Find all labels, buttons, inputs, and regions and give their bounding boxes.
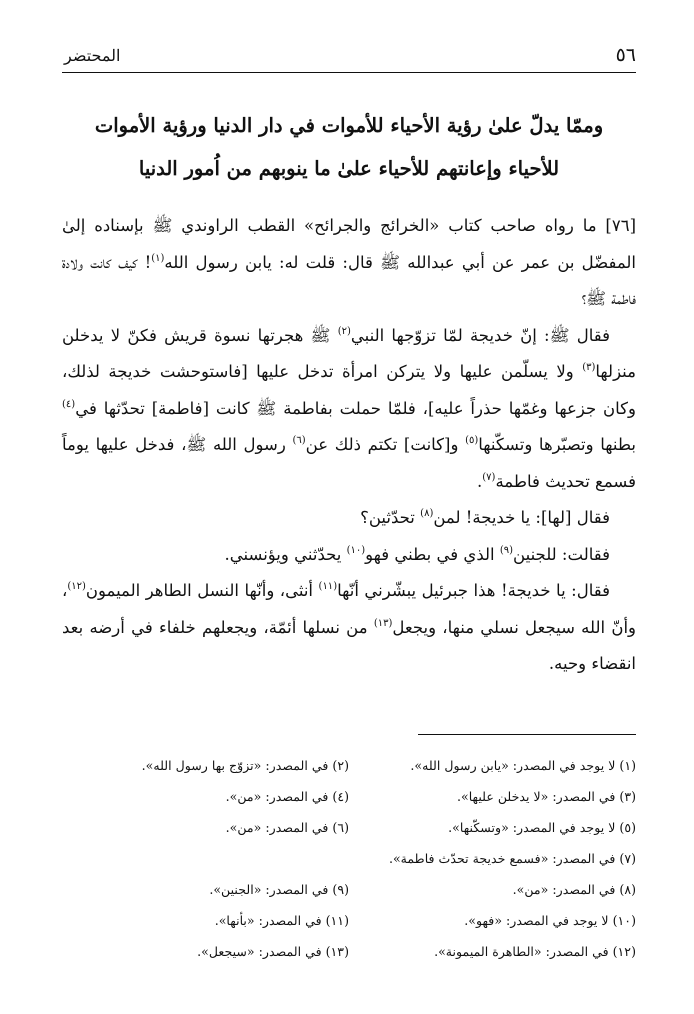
footnote-marker: (١١) [318,581,338,592]
footnote: (٥) لا يوجد في المصدر: «وتسكّنها». [448,820,636,835]
footnote: (٢) في المصدر: «تزوّج بها رسول الله». [141,758,349,773]
footnote: (٣) في المصدر: «لا يدخلن عليها». [457,789,636,804]
paragraph-answer: فقالت: للجنين$^{(٩)}$ الذي في بطني فهو$^{(١٠)}$ يحدّثني ويؤنسني. [224,544,610,564]
paragraph-glad-tidings: فقال: يا خديجة! هذا جبرئيل يبشّرني أنّها$^{(١١)}$ أنثى، وأنّها النسل الطاهر الميمون$^{(١٢)}$، وأنّ الله سيجعل نسلي منها، ويجعل$^{(١٣)}$ من نسلها أئمّة، ويجعلهم خلفاء في أرضه بعد انقضاء وحيه. [62,581,636,673]
footnote-marker: (٢) [337,325,351,337]
footnote: (٨) في المصدر: «من». [512,882,636,897]
footnote-divider [418,734,636,735]
footnote-marker: (١) [151,252,165,264]
footnote-marker: (٣) [582,362,596,373]
footnote: (٧) في المصدر: «فسمع خديجة تحدّث فاطمة». [388,851,636,866]
footnote: (١٢) في المصدر: «الطاهرة الميمونة». [434,944,636,959]
footnote-marker: (١٣) [373,617,393,629]
footnote: (٩) في المصدر: «الجنين». [209,882,349,897]
section-title-line-1: وممّا يدلّ علىٰ رؤية الأحياء للأموات في دار الدنيا ورؤية الأموات [94,114,604,137]
paragraph-narration: [٧٦] ما رواه صاحب كتاب «الخرائج والجرائح» القطب الراوندي ﷺ بإسناده إلىٰ المفضّل بن عمر عن أبي عبدالله ﷺ قال: قلت له: يابن رسول الله$^{(١)}$! كيف كانت ولادة فاطمة ﷺ؟ [62,216,636,308]
footnote-row [62,812,636,843]
running-header [62,38,636,73]
footnote-marker: (٩) [499,544,514,556]
book-title: المحتضر [64,46,121,65]
footnote-row [62,936,636,967]
paragraph-reply: فقال ﷺ: إنّ خديجة لمّا تزوّجها النبي$^{(٢)}$ ﷺ هجرتها نسوة قريش فكنّ لا يدخلن منزلها$^{(٣)}$ ولا يسلّمن عليها ولا يتركن امرأة تدخل عليها [فاستوحشت خديجة لذلك، وكان جزعها وغمّها حذراً عليه]، فلمّا حملت بفاطمة ﷺ كانت [فاطمة] تحدّثها في$^{(٤)}$ بطنها وتصبّرها وتسكّنها$^{(٥)}$ و[كانت] تكتم ذلك عن$^{(٦)}$ رسول الله ﷺ، فدخل عليها يوماً فسمع تحديث فاطمة$^{(٧)}$. [62,325,636,491]
footnote: (١١) في المصدر: «بأنها». [214,913,349,928]
main-text [62,208,636,683]
section-title [62,104,636,190]
footnote: (٤) في المصدر: «من». [225,789,349,804]
footnote-marker: (١٠) [346,544,366,556]
footnote: (١) لا يوجد في المصدر: «يابن رسول الله». [410,758,636,773]
footnote-marker: (٧) [482,471,496,483]
footnote-row [62,750,636,781]
footnote-marker: (٤) [62,398,76,410]
footnote: (٦) في المصدر: «من». [225,820,349,835]
footnote-marker: (١٢) [67,581,86,592]
paragraph-question: فقال [لها]: يا خديجة! لمن$^{(٨)}$ تحدّثين؟ [360,508,610,527]
footnote: (١٣) في المصدر: «سيجعل». [197,944,349,959]
footnotes [62,750,636,967]
footnote-marker: (٦) [292,435,306,446]
footnote: (١٠) لا يوجد في المصدر: «فهو». [464,913,636,928]
footnote-row [62,781,636,812]
footnote-marker: (٥) [465,435,479,446]
footnote-marker: (٨) [420,508,434,519]
footnote-row [62,905,636,936]
footnote-row [62,843,636,874]
section-title-line-2: للأحياء وإعانتهم للأحياء علىٰ ما ينوبهم من اُمور الدنيا [138,157,560,180]
page-number: ٥٦ [615,44,636,66]
footnote-row [62,874,636,905]
